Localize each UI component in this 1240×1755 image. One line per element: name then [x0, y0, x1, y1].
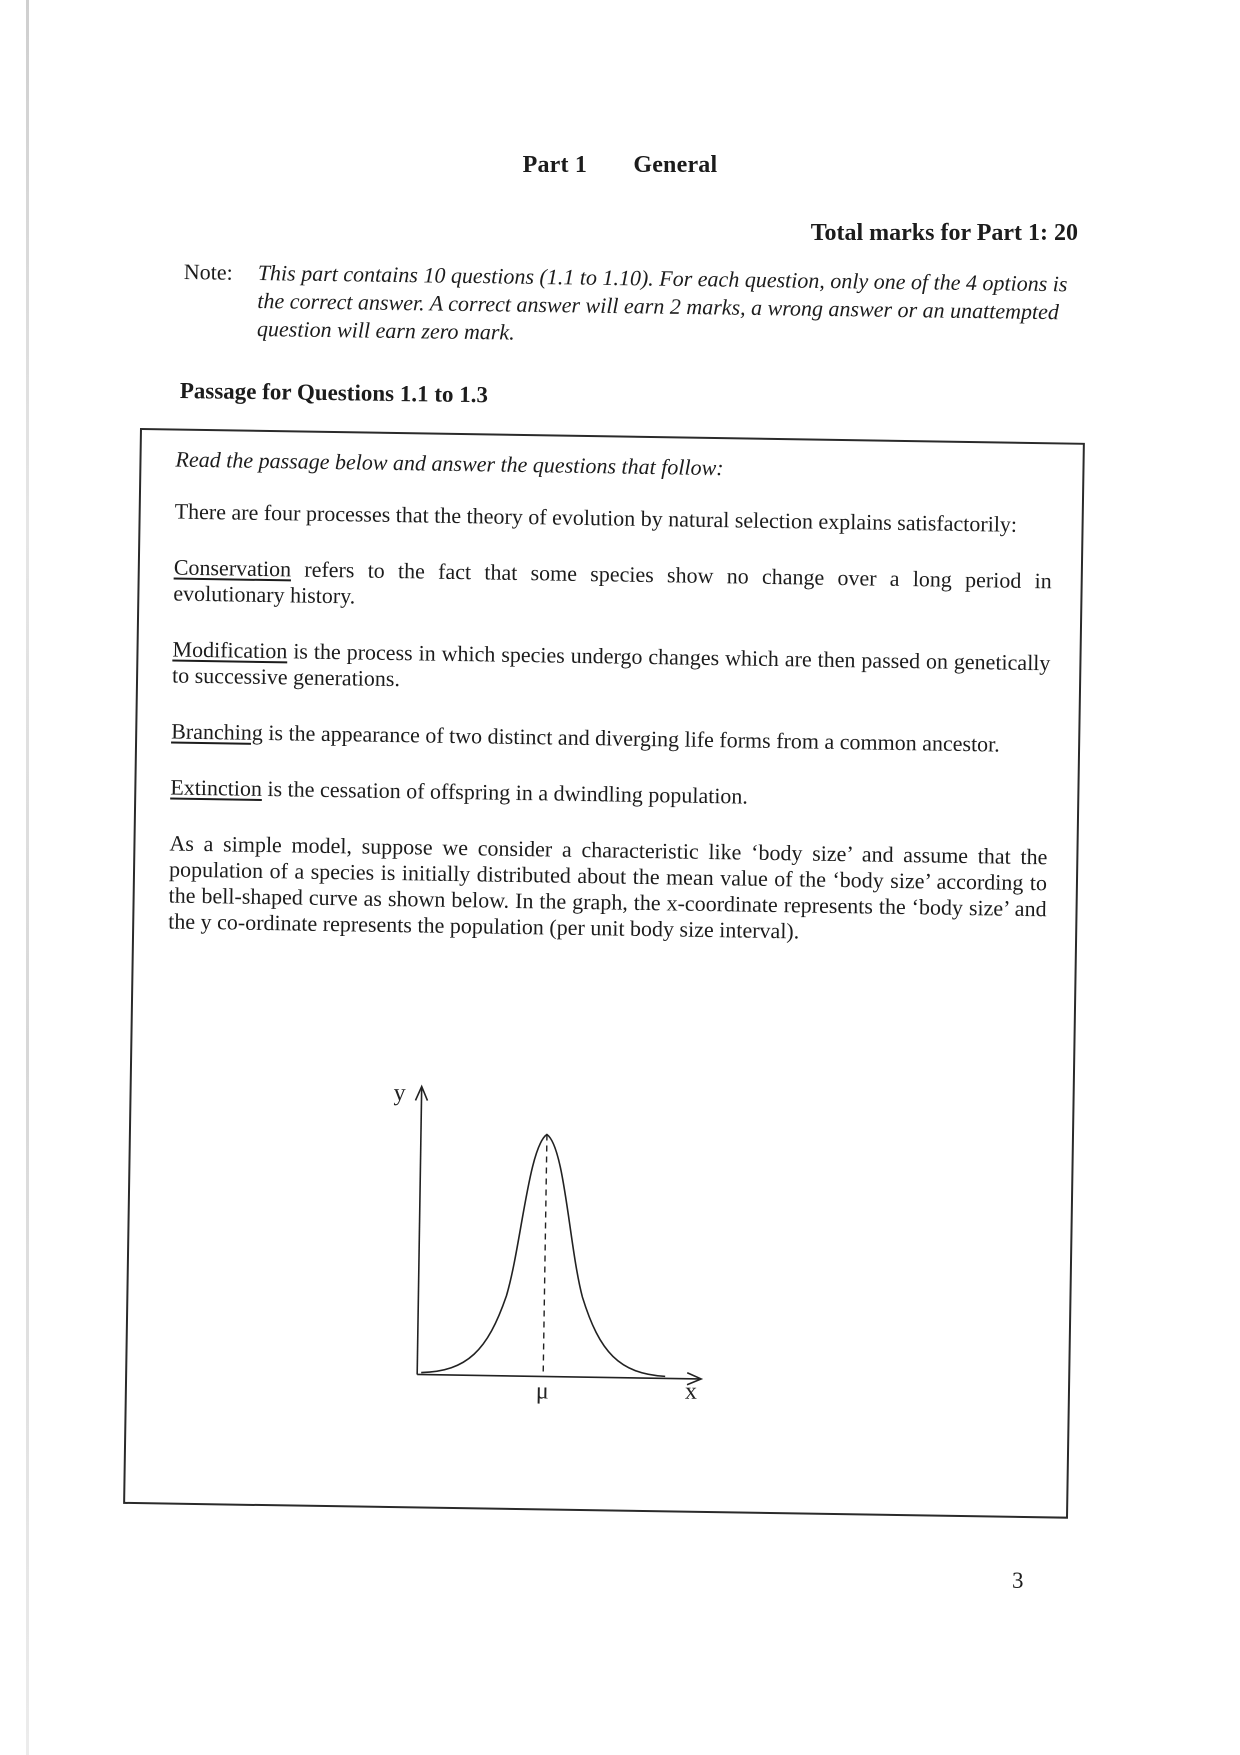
- y-axis: [417, 1089, 421, 1375]
- process-definition: is the appearance of two distinct and diverging life forms from a common ancestor.: [262, 719, 1000, 757]
- passage-heading: Passage for Questions 1.1 to 1.3: [179, 378, 489, 408]
- part-title: General: [633, 152, 718, 178]
- process-definition: is the cessation of offspring in a dwindling population.: [261, 775, 749, 809]
- x-axis-label: x: [684, 1378, 698, 1405]
- bell-curve: [421, 1133, 669, 1377]
- page-number: 3: [1012, 1568, 1024, 1593]
- process-term: Extinction: [170, 774, 263, 801]
- process-term: Conservation: [173, 554, 292, 582]
- process-branching: [171, 719, 1049, 759]
- bell-curve-graph: [393, 1074, 742, 1405]
- model-description: As a simple model, suppose we consider a characteristic like ‘body size’ and assume that the population of a species is initially distributed about the mean value of the ‘body size’ according to the bell-shaped curve as shown below. In the graph, the x-coordinate represents the ‘body size’ and the y co-ordinate represents the population (per unit body size interval).: [168, 830, 1048, 944]
- process-conservation: [173, 555, 1052, 621]
- mean-line: [543, 1134, 547, 1376]
- note-block: [183, 258, 1070, 354]
- scan-edge-shadow: [26, 0, 29, 1755]
- passage-box: [123, 428, 1085, 1519]
- process-term: Branching: [171, 718, 264, 745]
- passage-instruction: Read the passage below and answer the questions that follow:: [175, 446, 724, 481]
- total-marks: Total marks for Part 1: 20: [810, 220, 1078, 246]
- y-axis-label: y: [393, 1080, 406, 1107]
- process-definition: is the process in which species undergo changes which are then passed on genetically to successive generations.: [171, 638, 1051, 692]
- mean-label: μ: [535, 1378, 549, 1405]
- note-text: This part contains 10 questions (1.1 to 1.10). For each question, only one of the 4 options is the correct answer. A correct answer will earn 2 marks, a wrong answer or an unattempted question will earn zero mark.: [256, 260, 1068, 345]
- note-label: Note:: [183, 258, 233, 285]
- process-extinction: [170, 775, 1048, 815]
- process-modification: [172, 637, 1051, 703]
- part-label: Part 1: [522, 152, 588, 178]
- process-definition: refers to the fact that some species show no change over a long period in evolutionary history.: [173, 556, 1052, 609]
- part-heading: [0, 152, 1240, 179]
- passage-intro: There are four processes that the theory of evolution by natural selection explains satisfactorily:: [174, 498, 1018, 537]
- process-term: Modification: [172, 636, 288, 664]
- passage-content: [168, 447, 1054, 979]
